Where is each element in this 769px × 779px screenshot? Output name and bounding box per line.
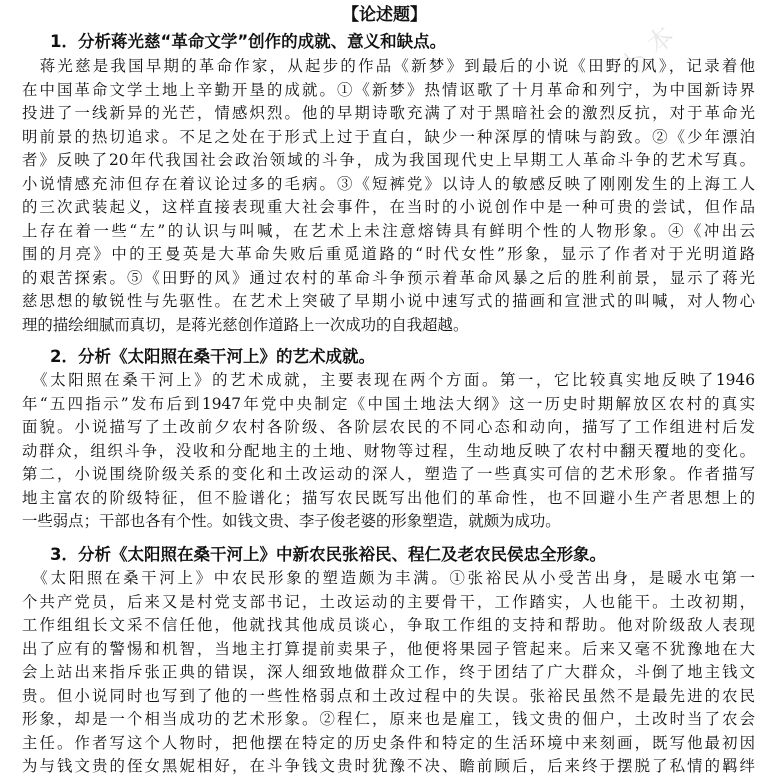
answer-line: 上存在着一些“左”的认识与叫喊，在艺术上未注意熔铸具有鲜明个性的人物形象。④《冲出云 bbox=[22, 221, 755, 240]
answer-line: 围的月亮》中的王曼英是大革命失败后重觅道路的“时代女性”形象，显示了作者对于光明道路 bbox=[22, 245, 755, 263]
answer-line: 出了应有的警惕和机智，当地主打算提前卖果子，他便将果园子管起来。后来又毫不犹豫地在大 bbox=[22, 639, 755, 658]
answer-line: 在中国革命文学土地上辛勤开垦的成就。①《新梦》热情讴歌了十月革命和列宁，为中国新诗界 bbox=[22, 80, 755, 99]
answer-line: 的艰苦探索。⑤《田野的风》通过农村的革命斗争预示着革命风暴之后的胜利前景，显示了蒋光 bbox=[22, 268, 755, 287]
answer-line: 理的描绘细腻而真切，是蒋光慈创作道路上一次成功的自我超越。 bbox=[22, 315, 469, 334]
answer-line: 为与钱文贵的侄女黑妮相好，在斗争钱文贵时犹豫不决、瞻前顾后，后来终于摆脱了私情的羁绊 bbox=[22, 757, 755, 775]
question-2-answer bbox=[22, 369, 755, 534]
answer-line: 主任。作者写这个人物时，把他摆在特定的历史条件和特定的生活环境中来刻画，既写他最初因 bbox=[22, 733, 755, 752]
answer-line: 慈思想的敏锐性与先驱性。在艺术上突破了早期小说中速写式的描画和宣泄式的叫喊，对人物心 bbox=[22, 292, 755, 310]
question-3-title: 3．分析《太阳照在桑干河上》中新农民张裕民、程仁及老农民侯忠全形象。 bbox=[50, 545, 606, 564]
answer-line: 者》反映了20年代我国社会政治领域的斗争，成为我国现代史上早期工人革命斗争的艺术写真。 bbox=[22, 151, 755, 169]
answer-line: 一些弱点；干部也各有个性。如钱文贵、李子俊老婆的形象塑造，就颇为成功。 bbox=[22, 512, 561, 530]
answer-line: 会上站出来指斥张正典的错误，深人细致地做群众工作，终于团结了广大群众，斗倒了地主钱文 bbox=[22, 663, 755, 681]
question-1-answer bbox=[22, 55, 755, 337]
answer-line: 小说情感充沛但存在着议论过多的毛病。③《短裤党》以诗人的敏感反映了刚刚发生的上海工人 bbox=[22, 174, 755, 193]
answer-line: 蒋光慈是我国早期的革命作家，从起步的作品《新梦》到最后的小说《田野的风》，记录着他 bbox=[22, 57, 755, 75]
answer-line: 贵。但小说同时也写到了他的一些性格弱点和土改过程中的失误。张裕民虽然不是最先进的农民 bbox=[22, 686, 755, 705]
answer-line: 第二，小说围绕阶级关系的变化和土改运动的深人，塑造了一些真实可信的艺术形象。作者描写 bbox=[22, 465, 755, 483]
question-3-answer bbox=[22, 567, 755, 779]
answer-line: 《太阳照在桑干河上》中农民形象的塑造颇为丰满。①张裕民从小受苦出身，是暖水屯第一 bbox=[22, 569, 755, 587]
question-2-title: 2．分析《太阳照在桑干河上》的艺术成就。 bbox=[50, 347, 375, 366]
answer-line: 年“五四指示”发布后到1947年党中央制定《中国土地法大纲》这一历史时期解放区农村的真实 bbox=[22, 394, 755, 413]
answer-line: 个共产党员，后来又是村党支部书记，土改运动的主要骨干，工作踏实，人也能干。土改初期， bbox=[22, 592, 755, 611]
answer-line: 投进了一线新异的光芒，情感炽烈。他的早期诗歌充满了对于黑暗社会的激烈反抗，对于革命光 bbox=[22, 104, 755, 122]
answer-line: 明前景的热切追求。不足之处在于形式上过于直白，缺少一种深厚的情味与韵致。②《少年漂泊 bbox=[22, 127, 755, 146]
answer-line: 的三次武装起义，这样直接表现重大社会事件，在当时的小说创作中是一种可贵的尝试，但作品 bbox=[22, 198, 755, 216]
answer-line: 工作组组长文采不信任他，他就找其他成员谈心，争取工作组的支持和帮助。他对阶级敌人表现 bbox=[22, 616, 755, 634]
answer-line: 地主富农的阶级特征，但不脸谱化；描写农民既写出他们的革命性，也不回避小生产者思想上的 bbox=[22, 488, 755, 507]
answer-line: 《太阳照在桑干河上》的艺术成就，主要表现在两个方面。第一，它比较真实地反映了1946 bbox=[22, 371, 755, 389]
watermark: 卜 本 bbox=[615, 21, 681, 83]
question-1-title: 1．分析蒋光慈“革命文学”创作的成就、意义和缺点。 bbox=[50, 32, 447, 51]
answer-line: 形象，却是一个相当成功的艺术形象。②程仁，原来也是雇工，钱文贵的佃户，土改时当了农会 bbox=[22, 710, 755, 728]
answer-line: 面貌。小说描写了土改前夕农村各阶级、各阶层农民的不同心态和动向，描写了工作组进村后发 bbox=[22, 418, 755, 436]
answer-line: 动群众，组织斗争，没收和分配地主的土地、财物等过程，生动地反映了农村中翻天覆地的变化。 bbox=[22, 441, 755, 460]
section-header: 【论述题】 bbox=[342, 5, 427, 25]
